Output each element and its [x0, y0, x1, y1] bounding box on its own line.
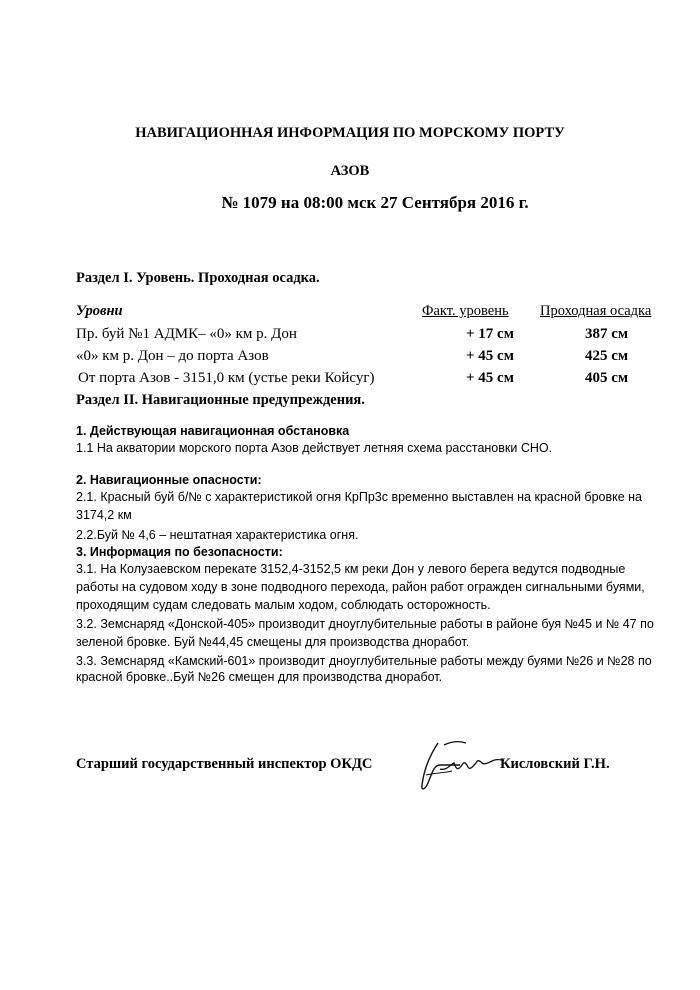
subsection-3-item-3-line-1: 3.3. Земснаряд «Камский-601» производит дноуглубительные работы между буями №26 и №28 по — [76, 654, 652, 668]
table-row-draft: 425 см — [585, 348, 629, 364]
subsection-2-heading: 2. Навигационные опасности: — [76, 473, 262, 487]
table-row-actual: + 45 см — [466, 370, 514, 386]
subsection-3-item-3-line-2: красной бровке..Буй №26 смещен для производства дноработ. — [76, 670, 443, 684]
subsection-3-item-1-line-3: проходящим судам следовать малым ходом, соблюдать осторожность. — [76, 598, 491, 612]
column-header-actual-level: Факт. уровень — [422, 303, 509, 319]
subsection-3-item-1-line-1: 3.1. На Колузаевском перекате 3152,4-3152,5 км реки Дон у левого берега ведутся подводные — [76, 562, 626, 576]
column-header-levels: Уровни — [76, 303, 123, 319]
table-row-draft: 405 см — [585, 370, 629, 386]
subsection-3-item-2-line-2: зеленой бровке. Буй №44,45 смещены для производства дноработ. — [76, 635, 470, 649]
subsection-1-heading: 1. Действующая навигационная обстановка — [76, 424, 350, 438]
signatory-name: Кисловский Г.Н. — [500, 756, 610, 772]
signatory-position: Старший государственный инспектор ОКДС — [76, 756, 373, 772]
table-row-draft: 387 см — [585, 326, 629, 342]
subsection-2-item-2: 2.2.Буй № 4,6 – нештатная характеристика огня. — [76, 528, 359, 542]
subsection-2-item-1-line-1: 2.1. Красный буй б/№ с характеристикой огня КрПр3с временно выставлен на красной бровке на — [76, 490, 643, 504]
subsection-3-item-1-line-2: работы на судовом ходу в зоне подводного перехода, район работ огражден сигнальными буями, — [76, 580, 645, 594]
table-row-actual: + 45 см — [466, 348, 514, 364]
subsection-2-item-1-line-2: 3174,2 км — [76, 508, 132, 522]
document-title: НАВИГАЦИОННАЯ ИНФОРМАЦИЯ ПО МОРСКОМУ ПОРТУ — [135, 125, 565, 141]
table-row-name: От порта Азов - 3151,0 км (устье реки Койсуг) — [78, 370, 375, 386]
subsection-1-text: 1.1 На акватории морского порта Азов действует летняя схема расстановки СНО. — [76, 441, 553, 455]
bulletin-number: № 1079 на 08:00 мск 27 Сентября 2016 г. — [221, 193, 529, 212]
subsection-3-item-2-line-1: 3.2. Земснаряд «Донской-405» производит дноуглубительные работы в районе буя №45 и № 47 по — [76, 617, 654, 631]
subsection-3-heading: 3. Информация по безопасности: — [76, 545, 283, 559]
section-2-heading: Раздел II. Навигационные предупреждения. — [76, 392, 365, 408]
handwritten-signature — [400, 735, 510, 795]
table-row-name: Пр. буй №1 АДМК– «0» км р. Дон — [76, 326, 297, 342]
table-row-actual: + 17 см — [466, 326, 514, 342]
table-row-name: «0» км р. Дон – до порта Азов — [76, 348, 269, 364]
port-name: АЗОВ — [330, 163, 370, 179]
column-header-draft: Проходная осадка — [540, 303, 652, 319]
section-1-heading: Раздел I. Уровень. Проходная осадка. — [76, 270, 320, 286]
